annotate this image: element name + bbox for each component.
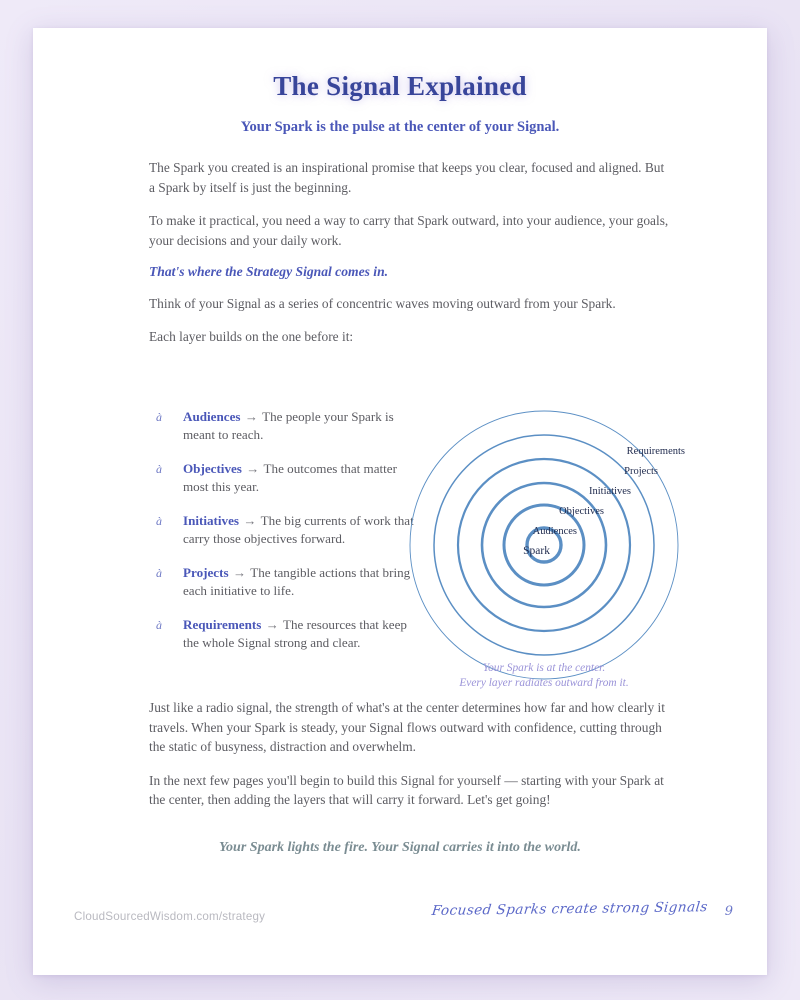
arrow-icon: → [242, 461, 263, 476]
layer-list-item [149, 512, 421, 547]
strategy-signal-lead-in: That's where the Strategy Signal comes in. [149, 264, 389, 279]
layer-list-item [149, 564, 421, 599]
layer-list-item [149, 460, 421, 495]
layer-term: Requirements [183, 617, 262, 632]
list-bullet-icon: à [156, 410, 162, 424]
intro-paragraph-2: To make it practical, you need a way to carry that Spark outward, into your audience, your goals, your decisions and your daily work. [149, 213, 669, 248]
closing-section [149, 698, 669, 824]
list-bullet-icon: à [156, 618, 162, 632]
rings-svg [398, 399, 690, 691]
ring-label-projects: Projects [624, 466, 658, 477]
arrow-icon: → [262, 617, 282, 632]
arrow-icon: → [229, 565, 250, 580]
closing-paragraph-2: In the next few pages you'll begin to build this Signal for yourself — starting with your Spark at the center, then adding the layers that will carry it forward. Let's get going! [149, 772, 664, 807]
layers-and-diagram [33, 371, 767, 689]
layer-term: Projects [183, 565, 229, 580]
footer-site-url[interactable]: CloudSourcedWisdom.com/strategy [74, 910, 266, 923]
intro-paragraph-3: Think of your Signal as a series of concentric waves moving outward from your Spark. [149, 296, 616, 311]
diagram-caption [398, 661, 690, 691]
layer-list-item [149, 408, 421, 443]
layer-description: The big currents of work that carry those objectives forward. [183, 513, 414, 546]
closing-tagline: Your Spark lights the fire. Your Signal carries it into the world. [219, 840, 581, 855]
intro-paragraph-4: Each layer builds on the one before it: [149, 328, 354, 344]
layer-description: The outcomes that matter most this year. [183, 461, 397, 494]
concentric-signal-diagram [398, 399, 690, 691]
layer-description: The tangible actions that bring each initiative to life. [183, 565, 411, 598]
layer-description: The resources that keep the whole Signal strong and clear. [183, 617, 407, 650]
list-bullet-icon: à [156, 514, 162, 528]
layer-term: Initiatives [183, 513, 240, 528]
ring-label-audiences: Audiences [532, 526, 577, 537]
intro-section [149, 158, 669, 359]
intro-paragraph-1: The Spark you created is an inspirational promise that keeps you clear, focused and aligned. But a Spark by itself is just the beginning. [149, 160, 665, 195]
ring-label-initiatives: Initiatives [589, 486, 631, 497]
ring-label-requirements: Requirements [626, 446, 685, 457]
layer-list-item [149, 616, 421, 651]
footer-right-group [431, 899, 733, 919]
diagram-caption-line-1: Your Spark is at the center. [482, 662, 606, 674]
list-bullet-icon: à [156, 566, 162, 580]
footer-handwritten-note: Focused Sparks create strong Signals [431, 899, 709, 919]
list-bullet-icon: à [156, 462, 162, 476]
arrow-icon: → [240, 513, 260, 528]
page-title: The Signal Explained [273, 71, 527, 101]
footer-page-number: 9 [724, 904, 733, 919]
ring-label-objectives: Objectives [559, 506, 604, 517]
layer-term: Audiences [183, 409, 241, 424]
ring-label-spark: Spark [523, 545, 550, 557]
arrow-icon: → [241, 409, 262, 424]
diagram-caption-line-2: Every layer radiates outward from it. [459, 677, 629, 689]
closing-paragraph-1: Just like a radio signal, the strength of what's at the center determines how far and how clearly it travels. When your Spark is steady, your Signal flows outward with confidence, cutting through the static of busyness, distraction and overwhelm. [149, 700, 665, 754]
layer-term: Objectives [183, 461, 242, 476]
layer-description: The people your Spark is meant to reach. [183, 409, 394, 442]
signal-layer-list [149, 408, 421, 668]
page-subtitle: Your Spark is the pulse at the center of your Signal. [240, 119, 560, 135]
document-page [33, 28, 767, 975]
